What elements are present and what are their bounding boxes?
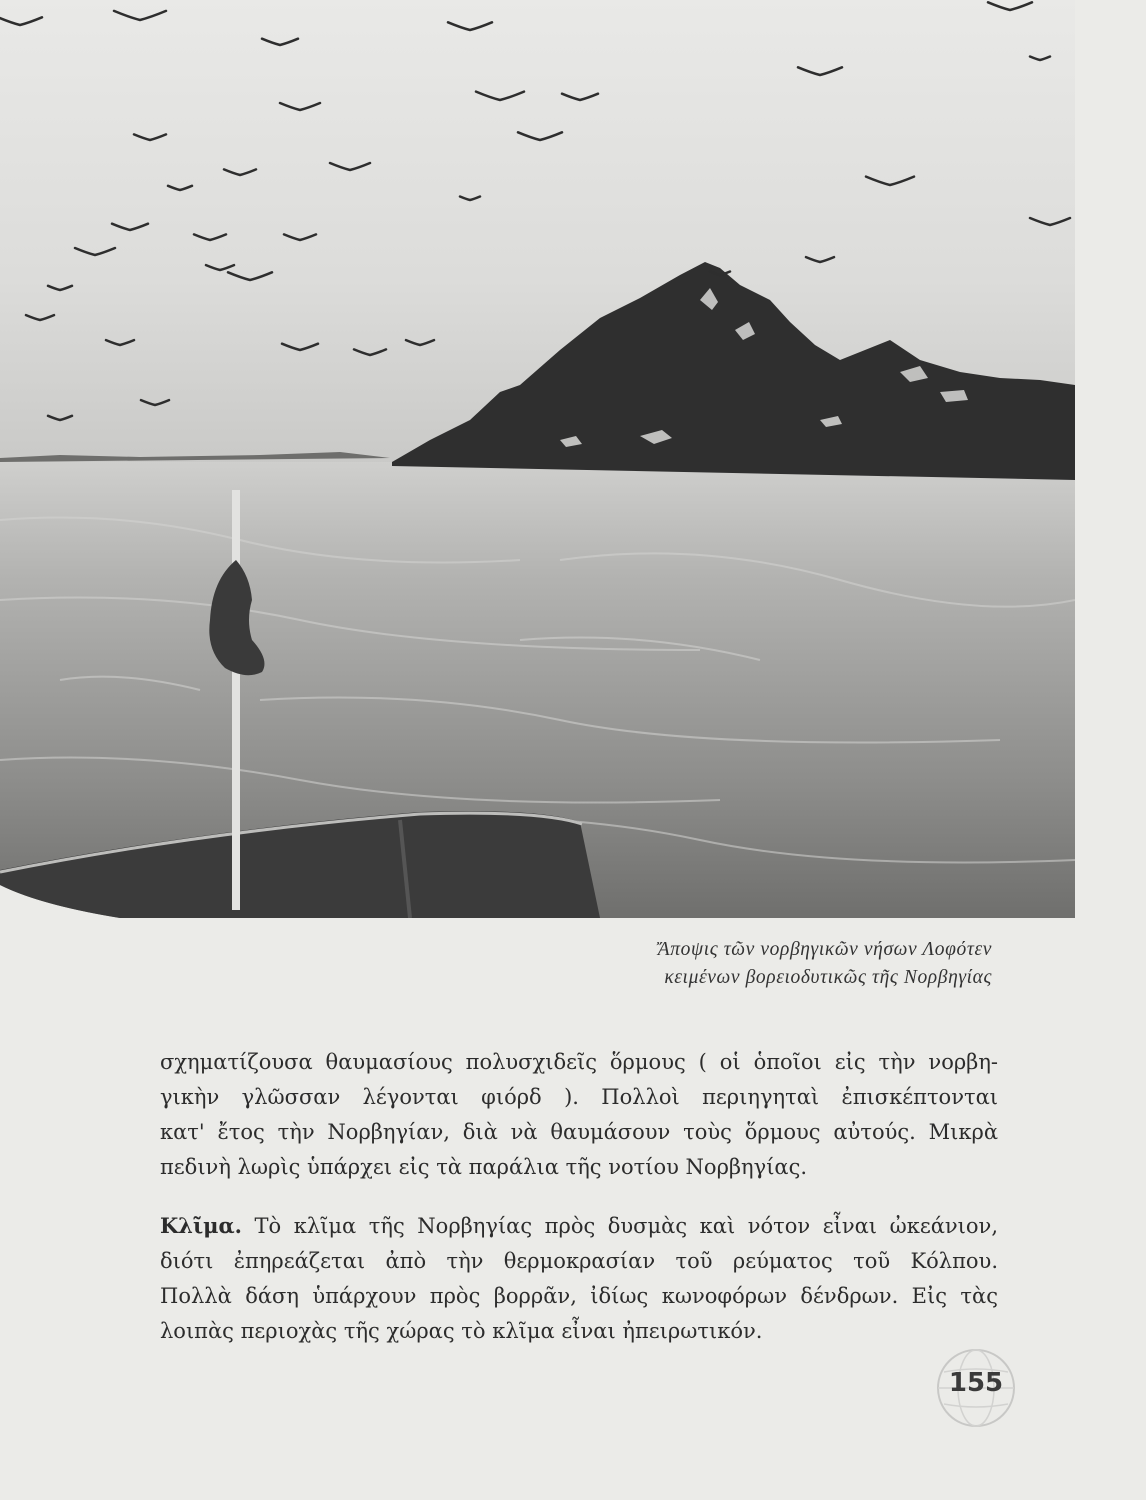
paragraph-climate xyxy=(160,1208,998,1349)
text-line: σχηματίζουσα θαυμασίους πολυσχιδεῖς ὅρμους ( οἱ ὁποῖοι εἰς τὴν νορβη- xyxy=(160,1050,998,1074)
text-line xyxy=(160,1208,998,1244)
text-line: γικὴν γλῶσσαν λέγονται φιόρδ ). Πολλοὶ περιηγηταὶ ἐπισκέπτονται xyxy=(160,1085,998,1109)
text-line: διότι ἐπηρεάζεται ἀπὸ τὴν θερμοκρασίαν τοῦ ρεύματος τοῦ Κόλπου. xyxy=(160,1249,998,1273)
caption-line-2: κειμένων βορειοδυτικῶς τῆς Νορβηγίας xyxy=(664,967,992,988)
page-number-text: 155 xyxy=(948,1368,1004,1398)
photo-caption xyxy=(430,936,992,992)
text-line-rest: Τὸ κλῖμα τῆς Νορβηγίας πρὸς δυσμὰς καὶ νότον εἶναι ὠκεάνιον, xyxy=(241,1214,998,1238)
text-line: λοιπὰς περιοχὰς τῆς χώρας τὸ κλῖμα εἶναι ἠπειρωτικόν. xyxy=(160,1319,763,1343)
section-heading-climate: Κλῖμα. xyxy=(160,1213,242,1238)
text-line: πεδινὴ λωρὶς ὑπάρχει εἰς τὰ παράλια τῆς νοτίου Νορβηγίας. xyxy=(160,1155,808,1179)
flagpole xyxy=(232,490,240,910)
text-line: Πολλὰ δάση ὑπάρχουν πρὸς βορρᾶν, ἰδίως κωνοφόρων δένδρων. Εἰς τὰς xyxy=(160,1284,998,1308)
paragraph-fjords xyxy=(160,1045,998,1185)
text-line: κατ' ἔτος τὴν Νορβηγίαν, διὰ νὰ θαυμάσουν τοὺς ὅρμους αὐτούς. Μικρὰ xyxy=(160,1120,998,1144)
page-number xyxy=(934,1346,1018,1430)
caption-line-1: Ἄποψις τῶν νορβηγικῶν νήσων Λοφότεν xyxy=(657,939,992,960)
